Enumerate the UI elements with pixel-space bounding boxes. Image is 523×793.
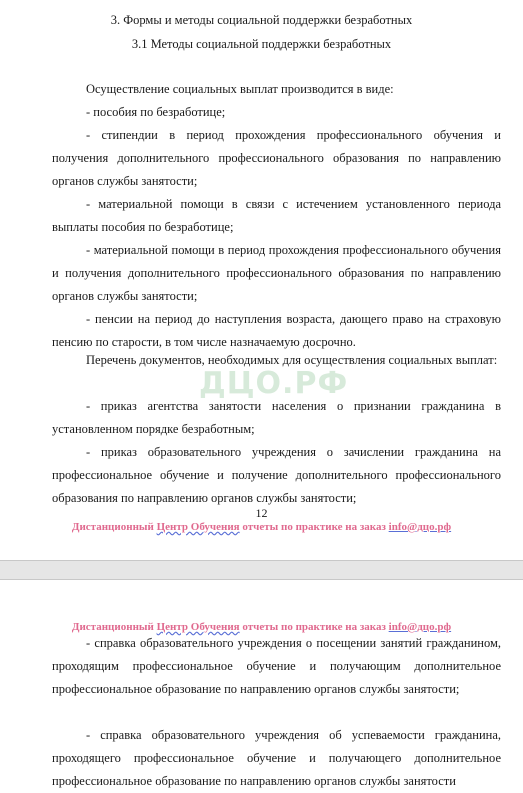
list-item: - справка образовательного учреждения об успеваемости гражданина, проходящего профессиональное обучение и получающего дополнительное профессиональное образование по направлению органов службы занятости bbox=[52, 728, 501, 788]
list-item: - материальной помощи в период прохождения профессионального обучения и получения дополнительного профессионального образования по направлению органов службы занятости; bbox=[52, 243, 501, 303]
header-prefix: Дистанционный bbox=[71, 621, 157, 633]
footer-advert bbox=[0, 520, 523, 534]
paragraph-intro: Осуществление социальных выплат производится в виде: bbox=[86, 82, 394, 96]
list-item: - материальной помощи в связи с истечением установленного периода выплаты пособия по безработице; bbox=[52, 197, 501, 234]
list-item: - приказ агентства занятости населения о признании гражданина в установленном порядке безработным; bbox=[52, 399, 501, 436]
footer-prefix: Дистанционный bbox=[71, 521, 157, 533]
list-item: - пособия по безработице; bbox=[86, 105, 226, 119]
document-page-2 bbox=[0, 580, 523, 788]
section-heading: 3. Формы и методы социальной поддержки безработных bbox=[110, 13, 413, 27]
footer-email-link[interactable]: info@дцо.рф bbox=[388, 521, 452, 533]
footer-middle: отчеты по практике на заказ bbox=[239, 521, 389, 533]
list-item: - стипендии в период прохождения профессионального обучения и получения дополнительного профессионального образования по направлению органов службы занятости; bbox=[52, 128, 501, 188]
header-middle: отчеты по практике на заказ bbox=[239, 621, 389, 633]
page-separator bbox=[0, 560, 523, 580]
subsection-heading: 3.1 Методы социальной поддержки безработных bbox=[131, 37, 392, 51]
list-item: - приказ образовательного учреждения о зачислении гражданина на профессиональное обучение и получение дополнительного профессионального образования по направлению органов службы занятости; bbox=[52, 445, 501, 505]
header-brand: Центр Обучения bbox=[156, 621, 240, 633]
list-item: - справка образовательного учреждения о посещении занятий гражданином, проходящим профессиональное обучение и получающим дополнительное профессиональное образование по направлению органов службы занятости; bbox=[52, 636, 501, 696]
header-email-link[interactable]: info@дцо.рф bbox=[388, 621, 452, 633]
list-item: - пенсии на период до наступления возраста, дающего право на страховую пенсию по старости, в том числе назначаемую досрочно. bbox=[52, 312, 501, 349]
paragraph-documents: Перечень документов, необходимых для осуществления социальных выплат: bbox=[86, 353, 498, 367]
page-number: 12 bbox=[255, 506, 268, 520]
footer-brand: Центр Обучения bbox=[156, 521, 240, 533]
watermark: ДЦО.РФ bbox=[199, 366, 349, 401]
